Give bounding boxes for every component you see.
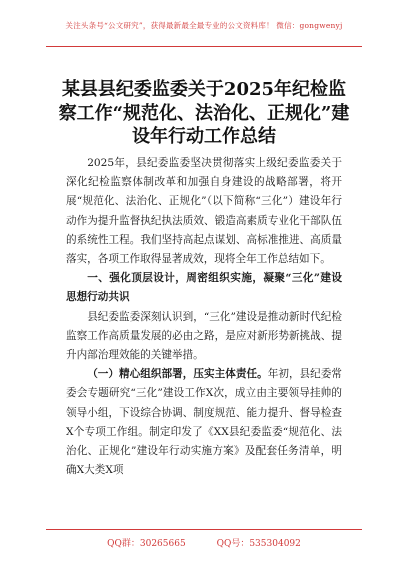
- section-paragraph-1: 县纪委监委深刻认识到，“三化”建设是推动新时代纪检监察工作高质量发展的必由之路，是应对新形势新挑战、提升内部治理效能的关键举措。: [66, 310, 342, 362]
- subsection-text-1: 年初，县纪委常委会专题研究“三化”建设工作X次，成立由主要领导挂帅的领导小组，下设综合协调、制度规范、能力提升、督导检查X个专项工作组。制定印发了《XX县纪委监委“规范化、法治化、正规化”建设年行动实施方案》及配套任务清单，明确X大类X项: [66, 368, 343, 477]
- footer-contacts: [0, 536, 408, 549]
- footer-divider: [46, 529, 362, 530]
- footer-qq-number: QQ号：535304092: [216, 539, 301, 549]
- header-divider: [46, 46, 362, 47]
- promo-banner: 关注头条号“公文研究”，获得最新最全最专业的公文资料库！ 微信：gongwenyj: [65, 21, 343, 30]
- intro-paragraph: 2025年，县纪委监委坚决贯彻落实上级纪委监委关于深化纪检监察体制改革和加强自身建设的战略部署，将开展“规范化、法治化、正规化”（以下简称“三化”）建设年行动作为提升监督执纪执法质效、锻造高素质专业化干部队伍的系统性工程。我们坚持高起点谋划、高标准推进、高质量落实，各项工作取得显著成效，现将全年工作总结如下。: [66, 157, 342, 266]
- section-heading-1: 一、强化顶层设计，周密组织实施，凝聚“三化”建设思想行动共识: [66, 272, 342, 304]
- subsection-heading-1: （一）精心组织部署，压实主体责任。: [87, 368, 268, 381]
- document-body: [66, 154, 342, 480]
- footer-qq-group: QQ群：30265665: [107, 539, 186, 549]
- document-title: 某县县纪委监委关于2025年纪检监察工作“规范化、法治化、正规化”建设年行动工作总结: [58, 79, 350, 147]
- subsection-paragraph-1: [66, 365, 342, 480]
